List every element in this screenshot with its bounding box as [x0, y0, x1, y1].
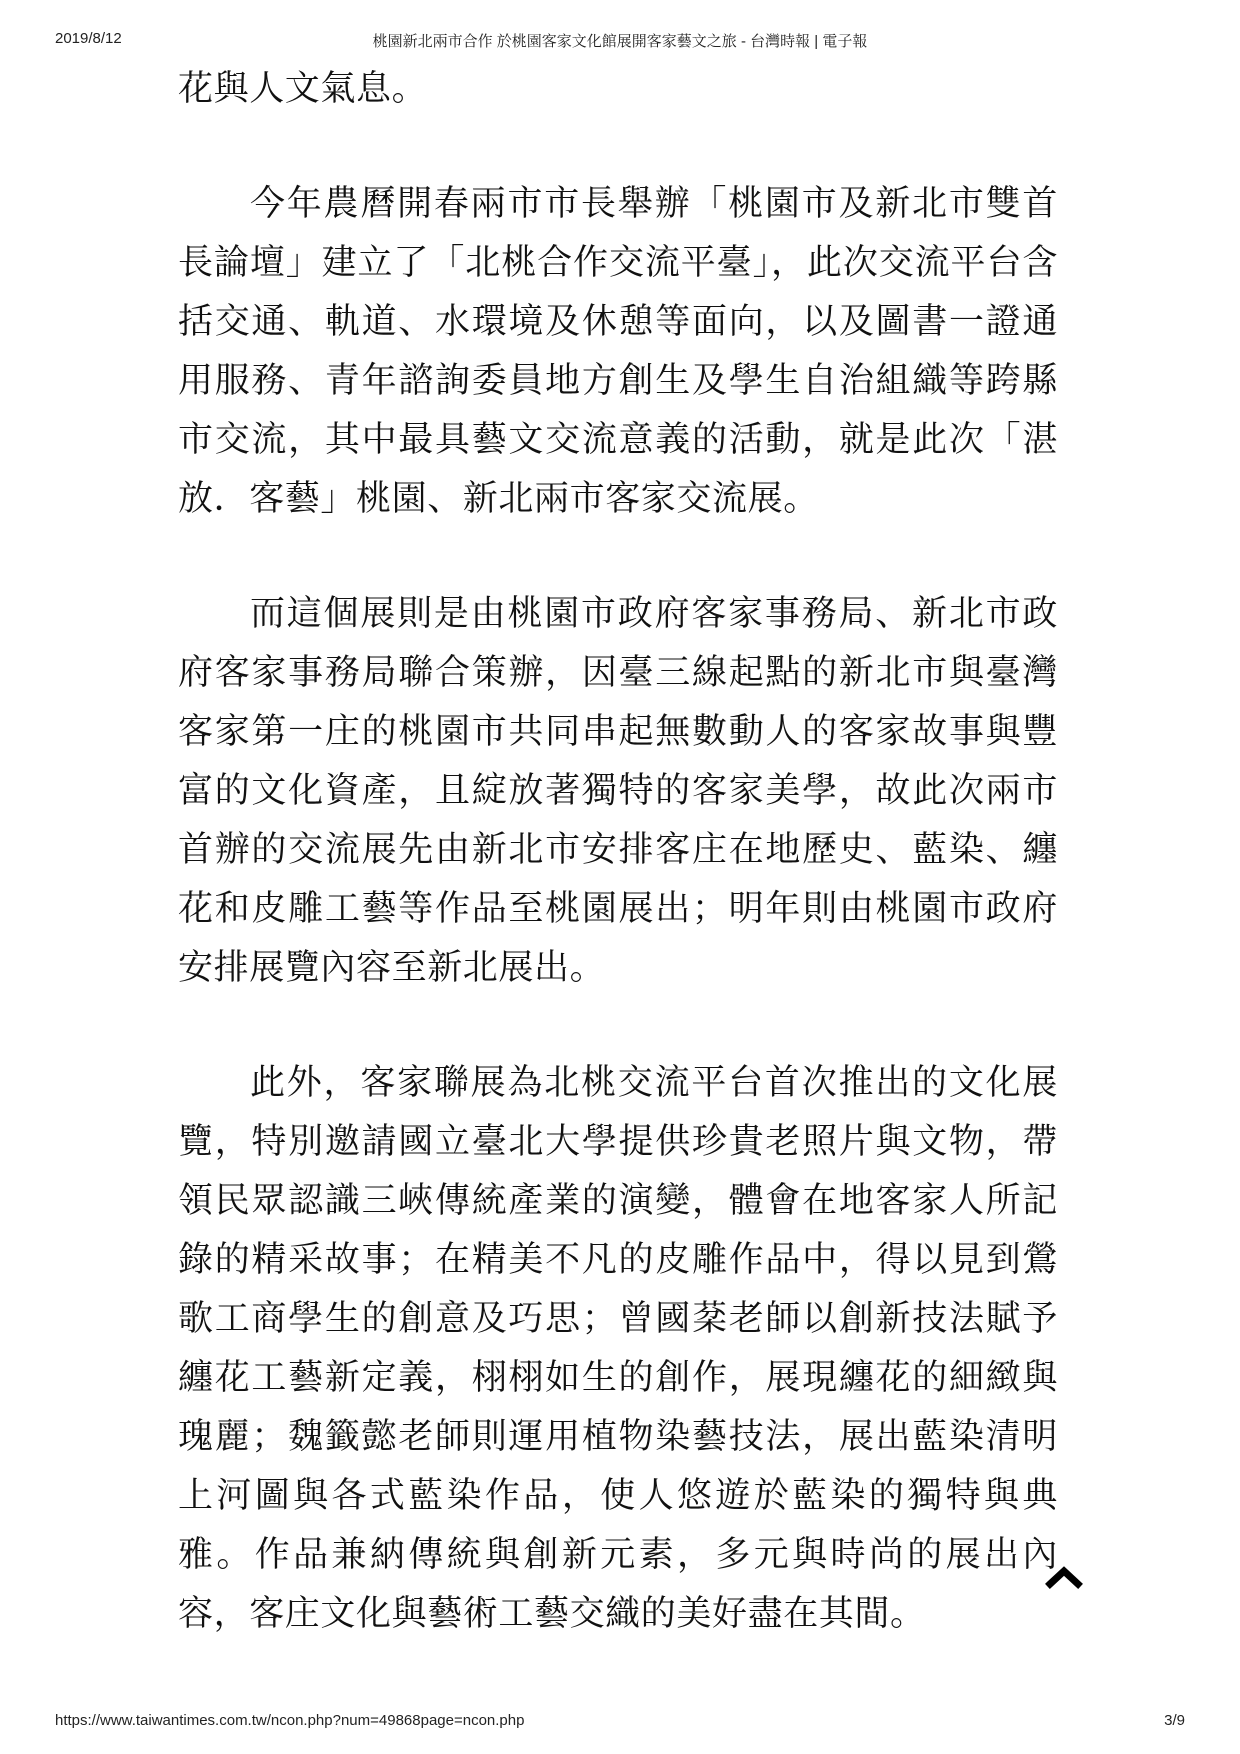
back-to-top-button[interactable] [1044, 1562, 1084, 1594]
article-paragraph: 此外，客家聯展為北桃交流平台首次推出的文化展覽，特別邀請國立臺北大學提供珍貴老照片與文物，帶領民眾認識三峽傳統產業的演變，體會在地客家人所記錄的精采故事；在精美不凡的皮雕作品中，得以見到鶯歌工商學生的創意及巧思；曾國棻老師以創新技法賦予纏花工藝新定義，栩栩如生的創作，展現纏花的細緻與瑰麗；魏籤懿老師則運用植物染藝技法，展出藍染清明上河圖與各式藍染作品，使人悠遊於藍染的獨特與典雅。作品兼納傳統與創新元素，多元與時尚的展出內容，客庄文化與藝術工藝交織的美好盡在其間。 [178, 1063, 1058, 1634]
page-number: 3/9 [1164, 1712, 1185, 1729]
print-date: 2019/8/12 [55, 30, 122, 47]
page-title: 桃園新北兩市合作 於桃園客家文化館展開客家藝文之旅 - 台灣時報 | 電子報 [372, 33, 868, 50]
page-url: https://www.taiwantimes.com.tw/ncon.php?num=49868page=ncon.php [55, 1712, 525, 1729]
print-footer [0, 1712, 1240, 1736]
chevron-up-icon [1044, 1562, 1084, 1594]
article-paragraph: 今年農曆開春兩市市長舉辦「桃園市及新北市雙首長論壇」建立了「北桃合作交流平臺」，此次交流平台含括交通、軌道、水環境及休憩等面向，以及圖書一證通用服務、青年諮詢委員地方創生及學生自治組織等跨縣市交流，其中最具藝文交流意義的活動，就是此次「湛放．客藝」桃園、新北兩市客家交流展。 [178, 184, 1058, 519]
article-body [178, 60, 1058, 1700]
print-header [0, 30, 1240, 54]
article-paragraph: 花與人文氣息。 [178, 69, 428, 109]
article-paragraph: 而這個展則是由桃園市政府客家事務局、新北市政府客家事務局聯合策辦，因臺三線起點的新北市與臺灣客家第一庄的桃園市共同串起無數動人的客家故事與豐富的文化資產，且綻放著獨特的客家美學，故此次兩市首辦的交流展先由新北市安排客庄在地歷史、藍染、纏花和皮雕工藝等作品至桃園展出；明年則由桃園市政府安排展覽內容至新北展出。 [178, 594, 1058, 988]
